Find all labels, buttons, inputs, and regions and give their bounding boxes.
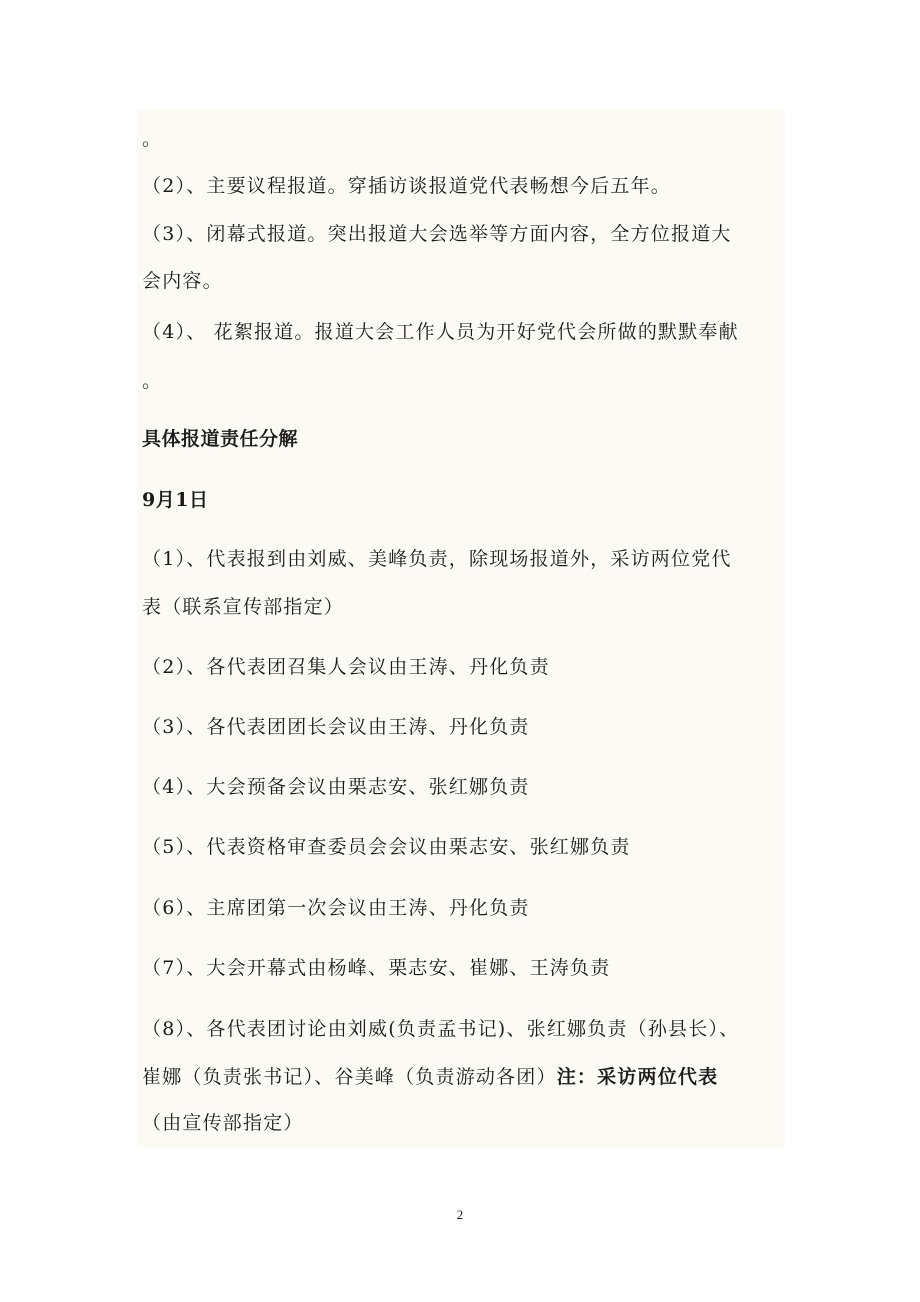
list-item-8-line1: （8）、各代表团讨论由刘威(负责孟书记)、张红娜负责（孙县长）、 — [142, 1018, 740, 1040]
paragraph-closing-report-line1: （3）、闭幕式报道。突出报道大会选举等方面内容，全方位报道大 — [142, 223, 732, 245]
paragraph-agenda-report: （2）、主要议程报道。穿插访谈报道党代表畅想今后五年。 — [142, 175, 671, 197]
list-item-5: （5）、代表资格审查委员会会议由栗志安、张红娜负责 — [142, 836, 631, 858]
list-item-8-text: 崔娜（负责张书记）、谷美峰（负责游动各团） — [142, 1066, 557, 1088]
list-item-1-line1: （1）、代表报到由刘威、美峰负责，除现场报道外，采访两位党代 — [142, 548, 732, 570]
section-date: 9月1日 — [142, 489, 209, 511]
list-item-8-line2 — [142, 1064, 718, 1090]
list-item-1-line2: 表（联系宣传部指定） — [142, 596, 345, 618]
list-item-7: （7）、大会开幕式由杨峰、栗志安、崔娜、王涛负责 — [142, 957, 611, 979]
page-number: 2 — [456, 1207, 464, 1222]
list-item-8-note: 注：采访两位代表 — [556, 1066, 719, 1088]
paragraph-highlights-report-line1: （4）、 花絮报道。报道大会工作人员为开好党代会所做的默默奉献 — [142, 321, 739, 343]
list-item-3: （3）、各代表团团长会议由王涛、丹化负责 — [142, 716, 530, 738]
list-item-2: （2）、各代表团召集人会议由王涛、丹化负责 — [142, 656, 550, 678]
section-title: 具体报道责任分解 — [142, 428, 299, 450]
document-body — [137, 110, 785, 1148]
list-item-6: （6）、主席团第一次会议由王涛、丹化负责 — [142, 897, 530, 919]
paragraph-closing-report-line2: 会内容。 — [142, 270, 223, 292]
paragraph-fragment-period: 。 — [142, 128, 163, 150]
paragraph-highlights-report-line2: 。 — [142, 370, 163, 392]
list-item-4: （4）、大会预备会议由栗志安、张红娜负责 — [142, 776, 530, 798]
list-item-8-line3: （由宣传部指定） — [142, 1112, 304, 1134]
